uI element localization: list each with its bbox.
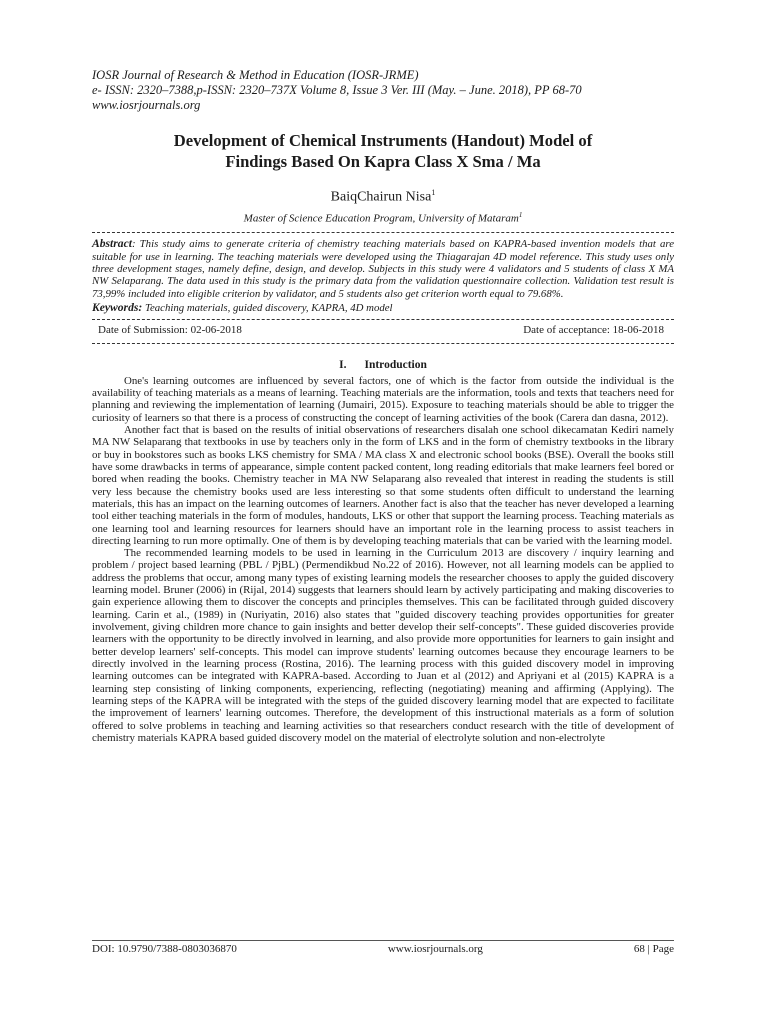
author-name: BaiqChairun Nisa — [330, 189, 432, 205]
author — [92, 185, 674, 206]
keywords-label: Keywords: — [92, 300, 143, 314]
divider-rule — [92, 343, 674, 344]
section-title: Introduction — [364, 358, 427, 371]
affiliation-text: Master of Science Education Program, University of Mataram — [243, 212, 519, 225]
footer-doi: DOI: 10.9790/7388-0803036870 — [92, 943, 237, 955]
dates-row — [92, 320, 674, 340]
journal-issn: e- ISSN: 2320–7388,p-ISSN: 2320–737X Volume 8, Issue 3 Ver. III (May. – June. 2018), PP 68-70 — [92, 83, 582, 97]
affiliation-superscript: 1 — [518, 210, 523, 219]
abstract-label: Abstract — [92, 237, 132, 251]
paragraph: Another fact that is based on the results of initial observations of researchers disalah one school dikecamatan Kediri namely MA NW Selaparang that textbooks in use by teachers only in the form of LKS and in the form of chemistry textbooks in the library or buy in bookstores such as books LKS chemistry for SMA / MA class X and electronic school books (BSE). Overall the books still have some drawbacks in terms of appearance, simple content packed content, long reading editorials that make learners feel bored or bored when reading the books. Chemistry teacher in MA NW Selaparang also revealed that interest in reading the students is still very less because the chemistry books used are less interesting so that some students often difficult to understand the learning materials, this has an impact on the learning outcomes of learners. Another fact is also that the teacher has never developed a learning tool either teaching materials in the form of modules, handouts, LKS or other that support the learning process. Teaching materials as one learning tool and learning resources for learners should have an important role in the learning process to assist teachers in directing learning to run more optimally. One of them is by developing teaching materials that can be varied with the learning model. — [92, 424, 674, 547]
journal-name: IOSR Journal of Research & Method in Education (IOSR-JRME) — [92, 68, 419, 82]
title-line-1: Development of Chemical Instruments (Handout) Model of — [173, 131, 593, 150]
paper-page — [92, 68, 674, 744]
author-superscript: 1 — [431, 188, 436, 197]
section-number: I. — [339, 358, 347, 371]
abstract-text: This study aims to generate criteria of chemistry teaching materials based on KAPRA-based invention models that are suitable for use in learning. The teaching materials were developed using the Thiagarajan 4D model reference. This study uses only three development stages, namely define, design, and develop. Subjects in this study were 4 validators and 5 students of class X MA NW Selaparang. The data used in this study is the primary data from the validation questionnaire collection. Validation test result is 73,99% included into eligible criterion by validator, and 5 students also get criterion worth equal to 79.68%. — [92, 238, 674, 300]
journal-header — [92, 68, 674, 113]
footer-page-number: 68 | Page — [633, 943, 674, 955]
keywords — [92, 301, 674, 315]
divider-rule — [92, 232, 674, 233]
paragraph: The recommended learning models to be used in learning in the Curriculum 2013 are discovery / inquiry learning and problem / project based learning (PBL / PjBL) (Permendikbud No.22 of 2016). However, not all learning models can be applied to address the problems that occur, among many types of existing learning models the researcher chooses to apply the guided discovery learning model. Bruner (2006) in (Rijal, 2014) suggests that learners should learn by actively participating and making discoveries to gain experience allowing them to discover the concepts and principles themselves. This can be facilitated through guided discovery learning. Carin et al., (1989) in (Nuriyatin, 2016) also states that "guided discovery teaching provides opportunities for greater involvement, giving children more chance to gain insights and better develop their self-concepts". These guided discoveries provide learners with the opportunity to be directly involved in learning, and also provide more opportunities for learners to gain insight and better develop learners' self-concepts. This model can improve students' learning outcomes because they encourage learners to be directly involved in the learning process (Rostina, 2016). The learning process with this guided discovery model in improving learning outcomes can be integrated with KAPRA-based. According to Juan et al (2012) and Apriyani et al (2015) KAPRA is a learning step consisting of linking components, experiencing, reflecting (negotiating) meaning and affirming (Applying). The learning steps of the KAPRA will be integrated with the steps of the guided discovery learning model that are expected to facilitate the improvement of learners' learning outcomes. Therefore, the development of this instructional materials as a form of solution offered to solve problems in teaching and learning activities so that researchers conduct research with the title of development of chemistry materials KAPRA based guided discovery model on the material of electrolyte solution and non-electrolyte — [92, 547, 674, 744]
paragraph: One's learning outcomes are influenced by several factors, one of which is the factor from outside the individual is the availability of teaching materials as a means of learning. Teaching materials are the information, tools and texts that teachers need for planning and reviewing the implementation of learning (Jumairi, 2015). Exposure to teaching materials should be able to trigger the curiosity of learners so that there is a process of constructing the concept of learning activities of the book (Carera dan dasna, 2012). — [92, 374, 674, 424]
journal-website[interactable]: www.iosrjournals.org — [92, 98, 201, 112]
footer-website[interactable]: www.iosrjournals.org — [387, 943, 483, 955]
submission-date: Date of Submission: 02-06-2018 — [98, 323, 242, 336]
paper-title — [92, 130, 674, 172]
acceptance-date: Date of acceptance: 18-06-2018 — [523, 323, 664, 336]
section-heading — [92, 359, 674, 372]
body-text — [92, 375, 674, 744]
page-footer — [92, 940, 674, 956]
title-line-2: Findings Based On Kapra Class X Sma / Ma — [225, 152, 541, 171]
abstract: Abstract: This study aims to generate criteria of chemistry teaching materials based on KAPRA-based invention models that are suitable for use in learning. The teaching materials were developed using the Thiagarajan 4D model reference. This study uses only three development stages, namely define, design, and develop. Subjects in this study were 4 validators and 5 students of class X MA NW Selaparang. The data used in this study is the primary data from the validation questionnaire collection. Validation test result is 73,99% included into eligible criterion by validator, and 5 students also get criterion worth equal to 79.68%. — [92, 237, 674, 300]
affiliation — [92, 209, 674, 226]
keywords-text: Teaching materials, guided discovery, KAPRA, 4D model — [144, 301, 393, 314]
